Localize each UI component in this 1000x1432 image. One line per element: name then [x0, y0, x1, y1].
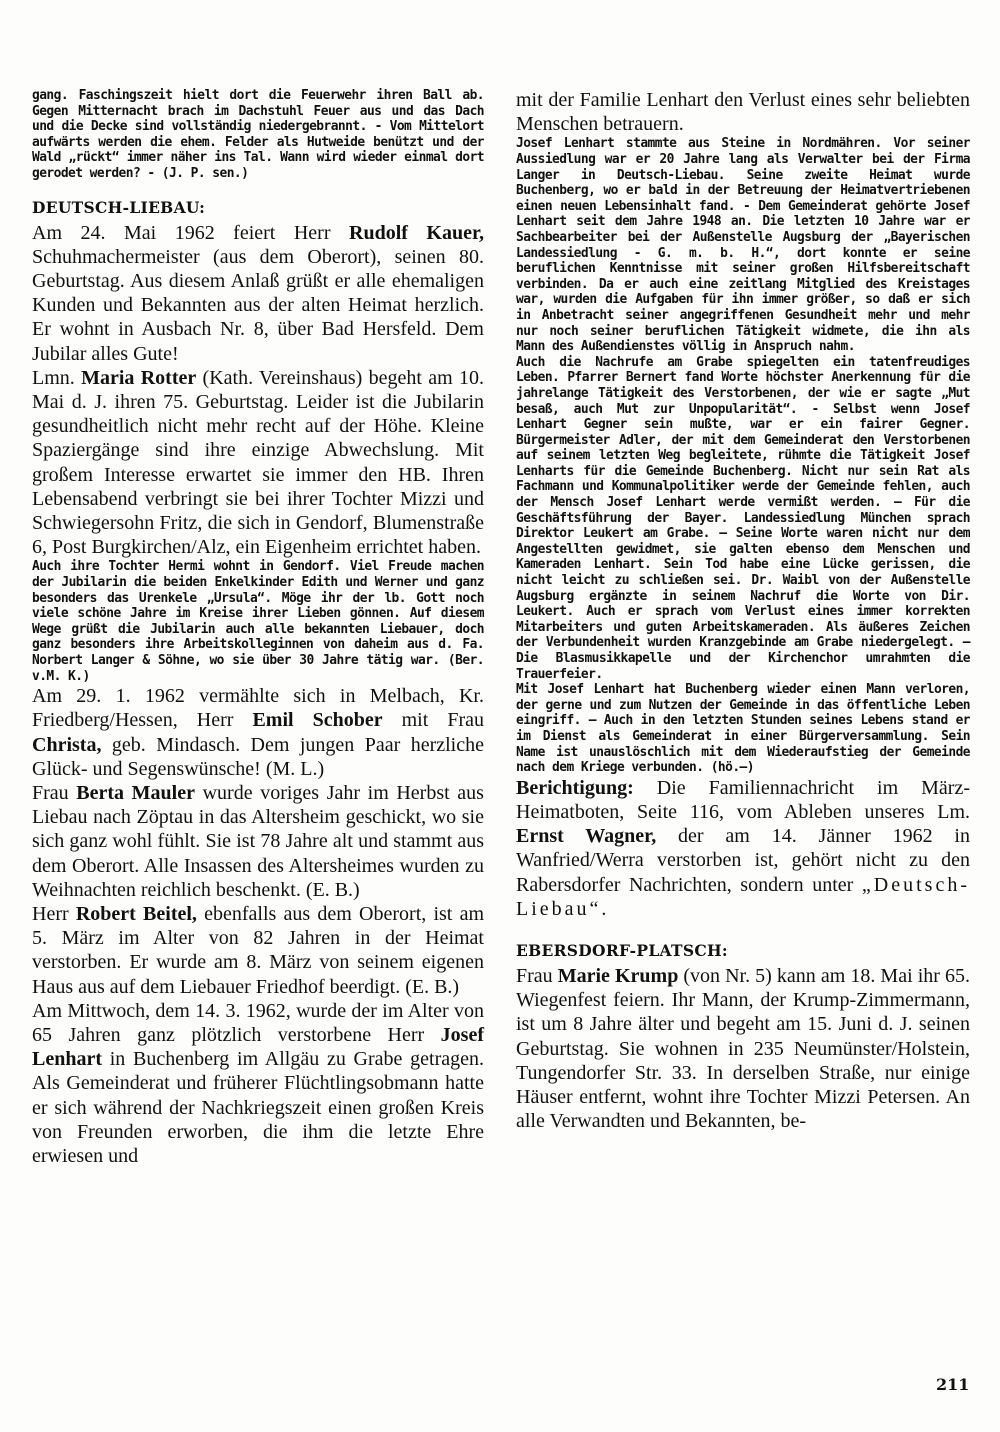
section-heading-ebersdorf-platsch: EBERSDORF-PLATSCH:	[516, 940, 728, 960]
paragraph-kauer: Am 24. Mai 1962 feiert Herr Rudolf Kauer, Schuhmachermeister (aus dem Oberort), seinen 80. Geburtstag. Aus diesem Anlaß grüßt er alle ehemaligen Kunden und Bekannten aus der alten Heimat herzlich. Er wohnt in Ausbach Nr. 8, über Bad Hersfeld. Dem Jubilar alles Gute!	[32, 221, 484, 365]
paragraph-lenhart-continued: mit der Familie Lenhart den Verlust eines sehr beliebten Menschen betrauern.	[516, 89, 970, 136]
page-number: 211	[936, 1375, 970, 1394]
spaced-deutsch-liebau: „Deutsch-Liebau“.	[516, 873, 970, 920]
paragraph-lenhart-closing: Mit Josef Lenhart hat Buchenberg wieder einen Mann verloren, der gerne und zum Nutzen der Gemeinde in das öffentliche Leben eingriff. — Auch in den letzten Stunden seines Lebens stand er im Dienst als Gemeinderat in einer Bürgerversammlung. Sein Name ist unauslöschlich mit dem Wiederaufstieg der Gemeinde nach dem Kriege verbunden. (hö.—)	[516, 682, 970, 776]
intro-paragraph: gang. Faschingszeit hielt dort die Feuerwehr ihren Ball ab. Gegen Mitternacht brach im Dachstuhl Feuer aus und das Dach und die Decke sind vollständig niedergebrannt. - Vom Mittelort aufwärts werden die ehem. Felder als Hutweide benützt und der Wald „rückt“ immer näher ins Tal. Wann wird wieder einmal dort gerodet werden? - (J. P. sen.)	[32, 88, 484, 181]
name-robert-beitel: Robert Beitel,	[75, 902, 197, 925]
name-rudolf-kauer: Rudolf Kauer,	[349, 221, 484, 244]
name-josef-lenhart: Josef Lenhart	[32, 1024, 484, 1071]
paragraph-krump: Frau Marie Krump (von Nr. 5) kann am 18. Mai ihr 65. Wiegenfest feiern. Ihr Mann, der Krump-Zimmermann, ist um 8 Jahre älter und begeht am 15. Juni d. J. seinen Geburtstag. Sie wohnen in 235 Neumünster/Holstein, Tungendorfer Str. 33. In derselben Straße, nur einige Häuser entfernt, wohnt ihre Tochter Mizzi Petersen. An alle Verwandten und Bekannten, be-	[516, 964, 970, 1133]
name-berta-mauler: Berta Mauler	[76, 781, 195, 804]
name-ernst-wagner: Ernst Wagner,	[516, 825, 657, 848]
correction-label: Berichtigung:	[516, 776, 634, 799]
left-column	[32, 88, 484, 1168]
name-emil-schober: Emil Schober	[252, 709, 383, 732]
name-maria-rotter: Maria Rotter	[81, 366, 197, 389]
paragraph-rotter: Lmn. Maria Rotter (Kath. Vereinshaus) begeht am 10. Mai d. J. ihren 75. Geburtstag. Leider ist die Jubilarin gesundheitlich nicht mehr recht auf der Höhe. Kleine Spaziergänge sind ihre einzige Abwechslung. Mit großem Interesse erwartet sie immer den HB. Ihren Lebensabend verbringt sie bei ihrer Tochter Mizzi und Schwiegersohn Fritz, die sich in Gendorf, Blumenstraße 6, Post Burgkirchen/Alz, ein Eigenheim errichtet haben.	[32, 366, 484, 559]
paragraph-lenhart: Am Mittwoch, dem 14. 3. 1962, wurde der im Alter von 65 Jahren ganz plötzlich verstorbene Herr Josef Lenhart in Buchenberg im Allgäu zu Grabe getragen. Als Gemeinderat und früherer Flüchtlingsobmann hatte er sich während der Nachkriegszeit einen großen Kreis von Freunden erworben, die ihm die letzte Ehre erwiesen und	[32, 999, 484, 1168]
paragraph-funeral-speeches: Auch die Nachrufe am Grabe spiegelten ein tatenfreudiges Leben. Pfarrer Bernert fand Worte höchster Anerkennung für die jahrelange Tätigkeit des Verstorbenen, der wie er sagte „Mut besaß, auch Mut zur Unpopularität“. - Selbst wenn Josef Lenhart Gegner sein mußte, war er ein fairer Gegner. Bürgermeister Adler, der mit dem Gemeinderat den Verstorbenen auf seinem letzten Weg begleitete, rühmte die Tätigkeit Josef Lenharts für die Gemeinde Buchenberg. Nicht nur sein Rat als Fachmann und Kommunalpolitiker werde der Gemeinde fehlen, auch der Mensch Josef Lenhart werde vermißt werden. — Für die Geschäftsführung der Bayer. Landessiedlung München sprach Direktor Leukert am Grabe. — Seine Worte waren nicht nur dem Angestellten gewidmet, sie galten ebenso dem Menschen und Kameraden Lenhart. Sein Tod habe eine Lücke gerissen, die nicht leicht zu schließen sei. Dr. Waibl von der Außenstelle Augsburg ergänzte in seinem Nachruf die Worte von Dir. Leukert. Auch er sprach vom Verlust eines immer korrekten Mitarbeiters und guten Arbeitskameraden. Als äußeres Zeichen der Verbundenheit wurden Kranzgebinde am Grabe niedergelegt. — Die Blasmusikkapelle und der Kirchenchor umrahmten die Trauerfeier.	[516, 354, 970, 682]
paragraph-schober: Am 29. 1. 1962 vermählte sich in Melbach, Kr. Friedberg/Hessen, Herr Emil Schober mit Frau Christa, geb. Mindasch. Dem jungen Paar herzliche Glück- und Segenswünsche! (M. L.)	[32, 685, 484, 780]
name-marie-krump: Marie Krump	[557, 964, 679, 987]
paragraph-correction: Berichtigung: Die Familiennachricht im März-Heimatboten, Seite 116, vom Ableben unseres Lm. Ernst Wagner, der am 14. Jänner 1962 in Wanfried/Werra verstorben ist, gehört nicht zu den Rabersdorfer Nachrichten, sondern unter „Deutsch-Liebau“.	[516, 776, 970, 920]
paragraph-beitel: Herr Robert Beitel, ebenfalls aus dem Oberort, ist am 5. März im Alter von 82 Jahren in der Heimat verstorben. Er wurde am 8. März von seinem eigenen Haus aus auf dem Liebauer Friedhof beerdigt. (E. B.)	[32, 902, 484, 998]
paragraph-hermi: Auch ihre Tochter Hermi wohnt in Gendorf. Viel Freude machen der Jubilarin die beiden Enkelkinder Edith und Werner und ganz besonders das Urenkele „Ursula“. Möge ihr der lb. Gott noch viele schöne Jahre im Kreise ihrer Lieben gönnen. Auf diesem Wege grüßt die Jubilarin auch alle bekannten Liebauer, doch ganz besonders ihre Arbeitskolleginnen von daheim aus d. Fa. Norbert Langer & Söhne, wo sie über 30 Jahre tätig war. (Ber. v.M. K.)	[32, 559, 484, 684]
name-christa: Christa,	[32, 733, 102, 756]
paragraph-mauler: Frau Berta Mauler wurde voriges Jahr im Herbst aus Liebau nach Zöptau in das Altersheim geschickt, wo sie sich ganz wohl fühlt. Sie ist 78 Jahre alt und stammt aus dem Oberort. Alle Insassen des Altersheimes wurden zu Weihnachten reichlich beschenkt. (E. B.)	[32, 781, 484, 901]
section-heading-deutsch-liebau: DEUTSCH-LIEBAU:	[32, 197, 206, 217]
right-column	[516, 88, 970, 1133]
paragraph-lenhart-biography: Josef Lenhart stammte aus Steine in Nordmähren. Vor seiner Aussiedlung war er 20 Jahre lang als Verwalter bei der Firma Langer in Deutsch-Liebau. Seine zweite Heimat wurde Buchenberg, wo er bald in der Betreuung der Heimatvertriebenen einen neuen Lebensinhalt fand. - Dem Gemeinderat gehörte Josef Lenhart seit dem Jahre 1948 an. Die letzten 10 Jahre war er Sachbearbeiter bei der Außenstelle Augsburg der „Bayerischen Landessiedlung - G. m. b. H.“, dort konnte er seine beruflichen Kenntnisse mit seiner großen Hilfsbereitschaft verbinden. Da er auch eine zeitlang Mitglied des Kreistages war, wurden die Aufgaben für ihn immer größer, so daß er sich in Anbetracht seiner angegriffenen Gesundheit mehr und mehr nur noch seiner beruflichen Tätigkeit widmete, die ihn als Mann des Außendienstes völlig in Anspruch nahm.	[516, 136, 970, 355]
